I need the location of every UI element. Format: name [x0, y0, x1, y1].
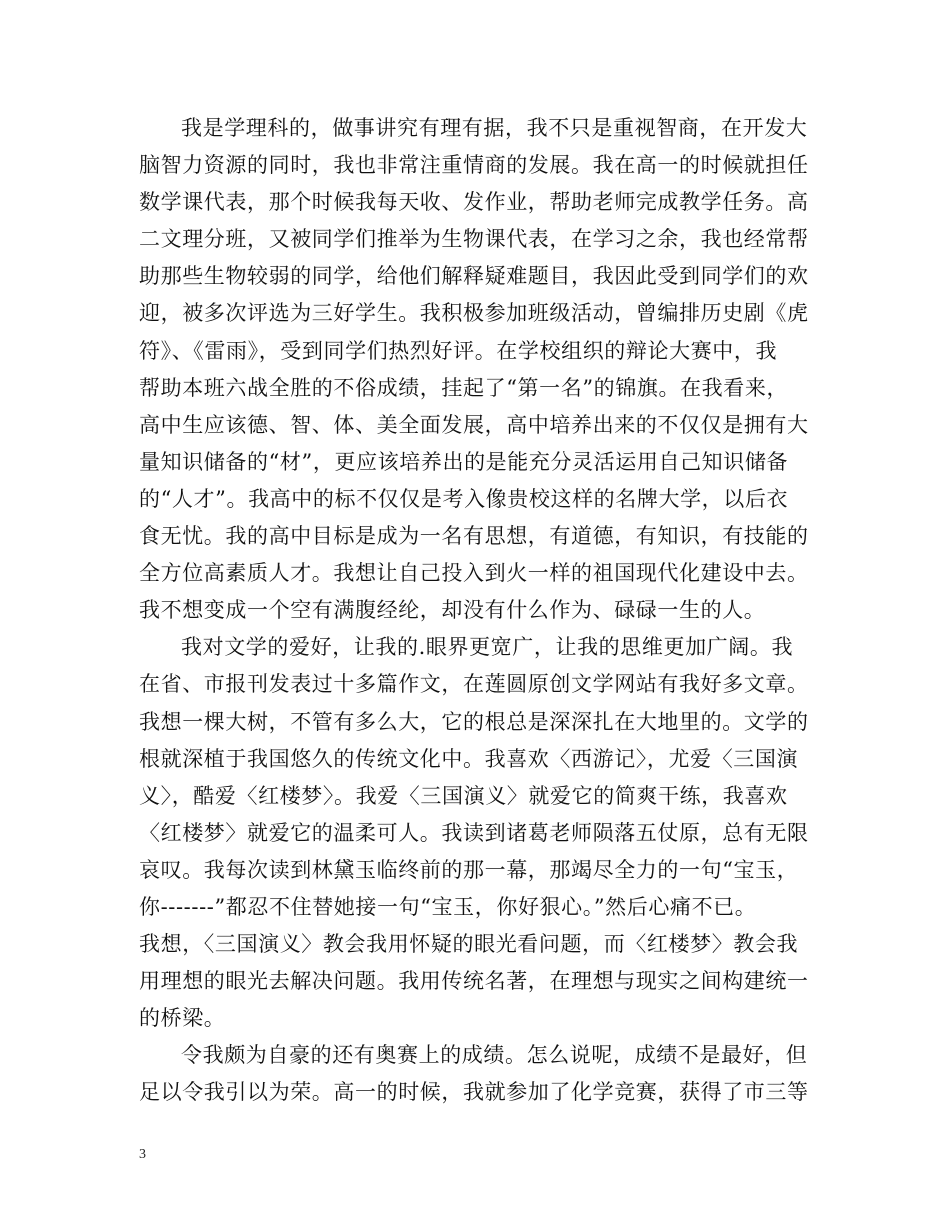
paragraph-1-line-7: 符》、《雷雨》，受到同学们热烈好评。在学校组织的辩论大赛中，我 — [139, 338, 778, 363]
paragraph-2-line-11: 的桥梁。 — [139, 1006, 226, 1031]
paragraph-2-line-9: 我想，〈三国演义〉教会我用怀疑的眼光看问题，而〈红楼梦〉教会我 — [139, 932, 799, 957]
paragraph-1-line-3: 数学课代表，那个时候我每天收、发作业，帮助老师完成教学任务。高 — [139, 190, 809, 215]
paragraph-1-line-10: 量知识储备的“材”，更应该培养出的是能充分灵活运用自己知识储备 — [139, 449, 789, 474]
paragraph-2-line-8: 你-------”都忍不住替她接一句“宝玉，你好狠心。”然后心痛不已。 — [139, 894, 757, 919]
paragraph-2-line-1: 我对文学的爱好，让我的.眼界更宽广，让我的思维更加广阔。我 — [181, 635, 794, 660]
paragraph-2-line-10: 用理想的眼光去解决问题。我用传统名著，在理想与现实之间构建统一 — [139, 969, 809, 994]
paragraph-2-line-5: 义〉，酷爱〈红楼梦〉。我爱〈三国演义〉就爱它的简爽干练，我喜欢 — [139, 783, 788, 808]
paragraph-3-line-2: 足以令我引以为荣。高一的时候，我就参加了化学竞赛，获得了市三等 — [139, 1080, 809, 1105]
paragraph-2-line-3: 我想一棵大树，不管有多么大，它的根总是深深扎在大地里的。文学的 — [139, 709, 809, 734]
document-body — [139, 110, 815, 1112]
paragraph-1-line-12: 食无忧。我的高中目标是成为一名有思想，有道德，有知识，有技能的 — [139, 524, 809, 549]
paragraph-1-line-1: 我是学理科的，做事讲究有理有据，我不只是重视智商，在开发大 — [181, 116, 808, 140]
paragraph-1-line-13: 全方位高素质人才。我想让自己投入到火一样的祖国现代化建设中去。 — [139, 561, 809, 586]
paragraph-2-line-7: 哀叹。我每次读到林黛玉临终前的那一幕，那竭尽全力的一句“宝玉， — [139, 857, 799, 882]
paragraph-1-line-5: 助那些生物较弱的同学，给他们解释疑难题目，我因此受到同学们的欢 — [139, 264, 809, 289]
paragraph-2-line-6: 〈红楼梦〉就爱它的温柔可人。我读到诸葛老师陨落五仗原，总有无限 — [139, 820, 809, 845]
paragraph-1-line-8: 帮助本班六战全胜的不俗成绩，挂起了“第一名”的锦旗。在我看来， — [139, 375, 789, 400]
paragraph-1-line-6: 迎，被多次评选为三好学生。我积极参加班级活动，曾编排历史剧《虎 — [139, 301, 809, 326]
paragraph-1-line-14: 我不想变成一个空有满腹经纶，却没有什么作为、碌碌一生的人。 — [139, 598, 766, 623]
paragraph-1-line-9: 高中生应该德、智、体、美全面发展，高中培养出来的不仅仅是拥有大 — [139, 412, 809, 437]
page-number: 3 — [139, 1147, 146, 1162]
paragraph-1-line-4: 二文理分班，又被同学们推举为生物课代表，在学习之余，我也经常帮 — [139, 227, 809, 252]
paragraph-1-line-11: 的“人才”。我高中的标不仅仅是考入像贵校这样的名牌大学，以后衣 — [139, 486, 789, 511]
paragraph-3-line-1: 令我颇为自豪的还有奥赛上的成绩。怎么说呢，成绩不是最好，但 — [181, 1043, 808, 1068]
paragraph-2-line-4: 根就深植于我国悠久的传统文化中。我喜欢〈西游记〉，尤爱〈三国演 — [139, 746, 799, 771]
paragraph-1-line-2: 脑智力资源的同时，我也非常注重情商的发展。我在高一的时候就担任 — [139, 153, 809, 178]
paragraph-2-line-2: 在省、市报刊发表过十多篇作文，在莲圆原创文学网站有我好多文章。 — [139, 672, 809, 697]
